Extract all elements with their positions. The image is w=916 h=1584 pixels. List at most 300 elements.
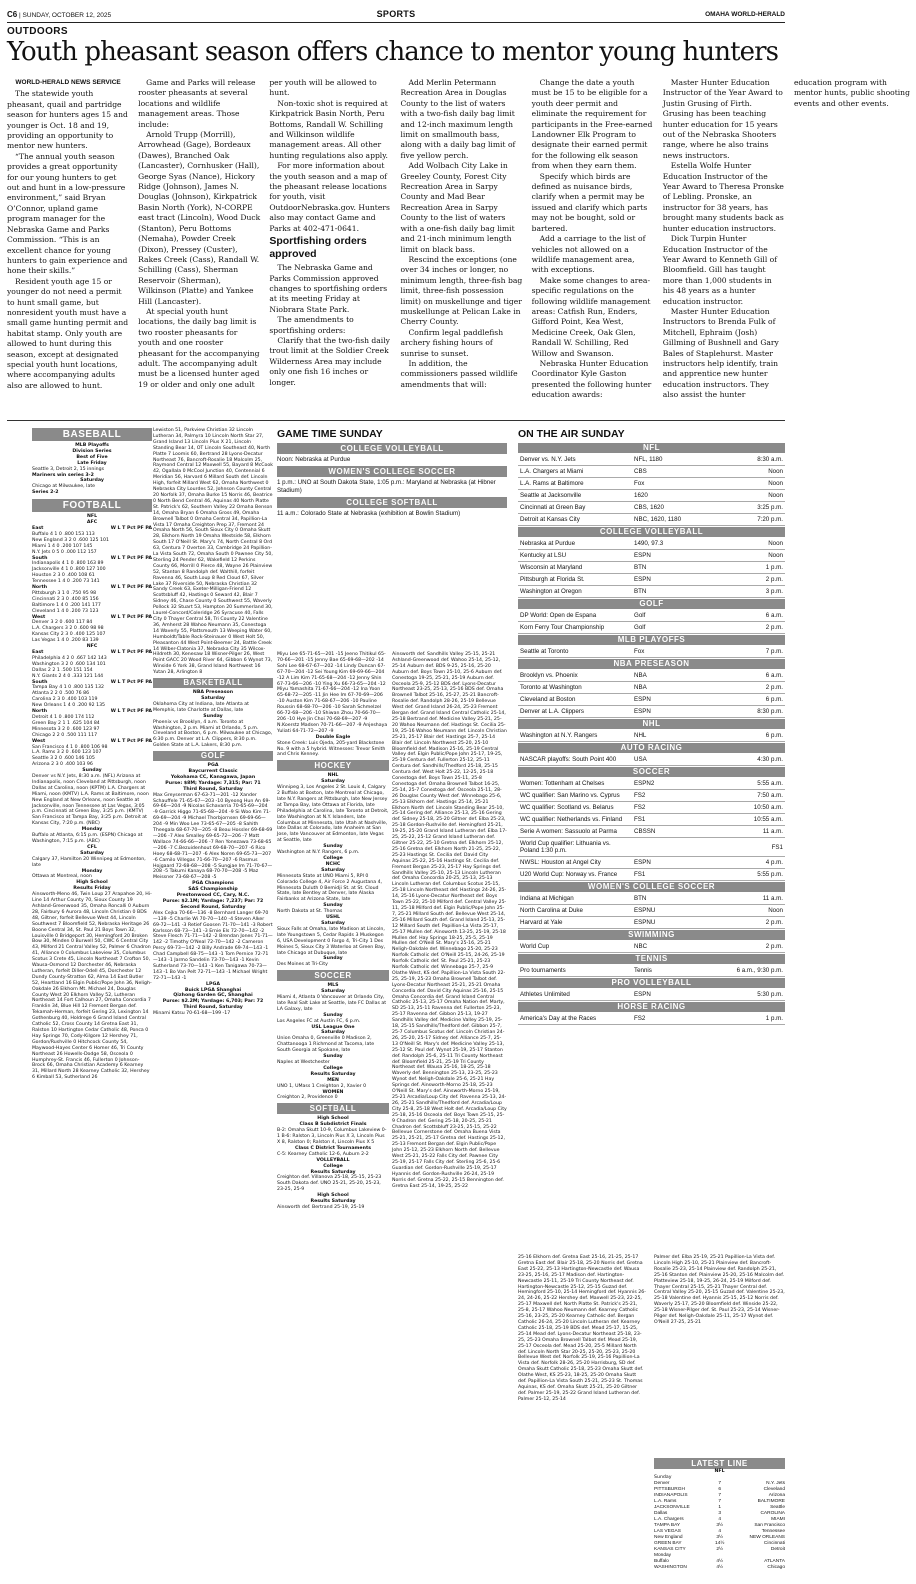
- tv-time: Noon: [731, 538, 785, 550]
- tv-row: [518, 730, 785, 742]
- tv-section-banner: WOMEN'S COLLEGE SOCCER: [518, 882, 785, 892]
- odds-line: 3½: [716, 1522, 724, 1528]
- gts-line: Noon: Nebraska at Purdue: [277, 456, 351, 463]
- tv-table: [518, 670, 785, 718]
- tv-channel: 1490, 97.3: [632, 538, 731, 550]
- odds-line: 1: [718, 1504, 722, 1510]
- tv-time: 6 a.m.: [731, 670, 785, 682]
- standings-row: Carolina 2 3 0 .400 103 119: [32, 697, 98, 703]
- agate-text: Seattle 3, Detroit 2, 15 innings: [32, 466, 105, 472]
- odds-underdog: N.Y. Jets: [766, 1480, 785, 1486]
- tv-time: 10:55 a.m.: [731, 814, 785, 826]
- tv-time: 8:30 a.m.: [731, 454, 785, 466]
- tv-channel: NHL: [632, 730, 731, 742]
- tv-event: Serie A women: Sassuolo at Parma: [518, 826, 632, 838]
- tv-row: [518, 454, 785, 466]
- tv-event: WC qualifier: Scotland vs. Belarus: [518, 802, 632, 814]
- agate-text: Minnesota State at UNO Miami 5, RPI 0 Colorado College 4, Air Force 2 Augustana 4, Minnesota Duluth 0 Bemidji St. at St. Cloud State, late Bentley at Denver, late Alaska Fairbanks at Arizona State, late: [277, 873, 383, 903]
- agate-heading: Sunday: [323, 1054, 343, 1060]
- odds-line: 4½: [716, 1558, 724, 1564]
- odds-underdog: ATLANTA: [764, 1558, 785, 1564]
- agate-text: Sioux Falls at Omaha, late Madison at Lincoln, late Youngstown 5, Cedar Rapids 3 Muskegon 6, USA Development 0 Fargo 4, Tri-City 1 Des Moines 5, Sioux City 3 Waterloo at Green Bay, late Chicago at Dubuque, late: [277, 926, 386, 956]
- tv-event: Seattle at Toronto: [518, 646, 632, 658]
- agate-text: Lewiston 51, Parkview Christian 32 Lincoln Lutheran 34, Palmyra 10 Lincoln North Star 27, Grand Island 13 Lincoln Pius X 21, Lincoln Standing Bear 14, OT Lincoln Southeast 40, North Platte 7 Loomis 60, Bertrand 28 Lyons-Decatur Northeast 76, Bancroft-Rosalie 18 Malcolm 25, Raymond Central 12 Maxwell 55, Bayard 8 McCook 42, Ogallala 0 McCool Junction 40, Centennial 6 Meridian 56, Harvard 6 Millard South def. Lincoln High, forfeit Millard West 62, Omaha Northwest 0 Nebraska City Lourdes 52, Johnson County Central 20 Norfolk 37, Omaha Burke 15 Norris 46, Beatrice 0 North Bend Central 46, Aquinas 40 North Platte St. Patrick's 62, Southern Valley 22 Omaha Benson 14, Omaha Bryan 6 Omaha Gross 49, Omaha Brownell Talbot 0 Omaha Central 34, Papillion-La Vista 17 Omaha Creighton Prep 37, Fremont 24 Omaha North 56, South Sioux City 0 Omaha Skutt 28, Elkhorn North 19 Omaha Westside 58, Elkhorn South 17 O'Neill St. Mary's 74, North Central 8 Ord 63, Centura 7 Overton 33, Cambridge 24 Papillion-La Vista South 72, Omaha South 0 Pawnee City 50, Sterling 24 Pender 62, Wakefield 12 Perkins County 66, Morrill 0 Pierce 48, Wayne 26 Plainview 52, Stanton 8 Randolph def. Walthill, forfeit Ravenna 46, South Loup 8 Red Cloud 67, Silver Lake 37 Riverside 50, Nebraska Christian 32 Sandy Creek 63, Exeter-Milligan-Friend 12 Scottsbluff 42, Hastings 0 Seward 42, Blair 7 Sidney 46, Chase County 0 Southwest 55, Waverly Pollock 32 Stuart 53, Hampton 20 Summerland 30, Laurel-Concord/Coleridge 26 Syracuse 40, Falls City 0 Thayer Central 58, Tri County 22 Valentine 36, Amherst 28 Wahoo Neumann 35, Conestoga 14 Waverly 55, Plattsmouth 13 Weeping Water 60, Humboldt/Table Rock-Steinauer 0 West Holt 50, Pleasanton 44 West Point-Beemer 24, Battle Creek 14 Wilber-Clatonia 37, Nebraska City 35 Wilcox-Hildreth 30, Kenesaw 18 Wisner-Pilger 26, West Point GACC 20 Wood River 64, Gibbon 6 Wynot 73, Winside 6 York 38, Grand Island Northwest 16 Yutan 28, Arlington 8: [153, 428, 273, 676]
- tv-channel: NBA: [632, 682, 731, 694]
- agate-heading: SAS Championship: [188, 887, 238, 893]
- tv-row: [518, 478, 785, 490]
- tv-event: Athletes Unlimited: [518, 989, 632, 1001]
- agate-heading: Saturday: [80, 478, 104, 484]
- tv-channel: ESPN2: [632, 778, 731, 790]
- tv-event: Detroit at Kansas City: [518, 514, 632, 526]
- agate-heading: Double Eagle: [315, 734, 351, 740]
- agate-text: Ottawa at Montreal, noon: [32, 874, 92, 880]
- agate-text: Buffalo at Atlanta, 6:15 p.m. (ESPN) Chicago at Washington, 7:15 p.m. (ABC): [32, 833, 143, 844]
- standings-row: Atlanta 2 2 0 .500 76 86: [32, 691, 90, 697]
- tv-channel: ESPN: [632, 989, 731, 1001]
- odds-favorite: INDIANAPOLIS: [654, 1492, 688, 1498]
- standings-columns: W L T Pct PF PA: [110, 709, 152, 715]
- tv-event: NASCAR playoffs: South Point 400: [518, 754, 632, 766]
- tv-event: America's Day at the Races: [518, 1013, 632, 1025]
- agate-heading: Purse: $2.1M; Yardage: 7,237; Par: 72: [162, 898, 264, 904]
- story-subhead: Sportfishing orders approved: [269, 235, 367, 260]
- odds-favorite: PITTSBURGH: [654, 1486, 685, 1492]
- agate-text: Ainsworth-Meno 46, Twin Loup 27 Arapahoe 20, Hi-Line 14 Arthur County 70, Sioux County 19 Ashland-Greenwood 35, Omaha Roncalli 0 Auburn 28, Fairbury 6 Aurora 48, Lincoln Christian 0 BDS 48, Giltner, forfeit Bellevue West 44, Lincoln Southwest 7 Bloomfield 52, Nebraska Heritage 26 Boone Central 34, St. Paul 21 Boys Town 32, Louisville 0 Bridgeport 30, Hemingford 20 Broken Bow 30, Minden 0 Burwell 50, CWC 6 Central City 43, Milford 21 Central Valley 52, Palmer 6 Chadron 41, Alliance 0 Columbus Lakeview 35, Columbus Scotus 3 Crete 45, Lincoln Northeast 7 Crofton 50, Wausa-Osmond 12 Dorchester 46, Nebraska Lutheran, forfeit Diller-Odell 45, Dorchester 12 Dundy County-Stratton 62, Alma 14 East Butler 52, Heartland 16 Elgin Public/Pope John 36, Neligh-Oakdale 26 Elkhorn Mt. Michael 24, Douglas County West 20 Elkhorn Valley 52, Lutheran Northeast 14 Fort Calhoun 27, Omaha Concordia 7 Franklin 34, Blue Hill 12 Fremont Bergan def. Tekamah-Herman, forfeit Gering 23, Lexington 14 Gothenburg 40, Holdrege 6 Grand Island Central Catholic 52, Cross County 14 Gretna East 31, Ralston 10 Hartington Cedar Catholic 48, Ponca 0 Hay Springs 70, Cody-Kilgore 12 Hershey 71, Gordon/Rushville 0 Hitchcock County 54, Maywood-Hayes Center 6 Homer 46, Tri County Northeast 26 Howells-Dodge 58, Osceola 0 Humphrey-St. Francis 46, Fullerton 0 Johnson-Brock 66, Omaha Christian Academy 6 Kearney 31, Millard North 28 Kearney Catholic 32, Hershey 6 Kimball 53, Sutherland 26: [32, 892, 152, 1081]
- standings-row: N.Y. Jets 0 5 0 .000 112 157: [32, 549, 97, 555]
- tv-time: 3 p.m.: [731, 586, 785, 598]
- agate-heading: Saturday: [321, 867, 345, 873]
- division-name: East: [32, 525, 44, 531]
- agate-text: Calgary 37, Hamilton 20 Winnipeg at Edmonton, late: [32, 856, 146, 868]
- agate-heading: Sunday: [323, 1012, 343, 1018]
- tv-event: Denver at L.A. Clippers: [518, 706, 632, 718]
- story-paragraph: Estella Wolfe Hunter Education Instructor of the Year Award to Theresa Pronske of Lebling. Pronske, an instructor for 38 years, has brought many students back as hunter education instructors.: [662, 161, 784, 233]
- tv-row: [518, 622, 785, 634]
- standings-columns: W L T Pct PF PA: [110, 679, 152, 685]
- standings-columns: W L T Pct PF PA: [110, 585, 152, 591]
- tv-row: [518, 989, 785, 1001]
- agate-heading: Late Friday: [77, 460, 107, 466]
- standings-row: N.Y. Giants 2 4 0 .333 121 144: [32, 673, 104, 679]
- tv-section-banner: TENNIS: [518, 954, 785, 964]
- standings-row: L.A. Chargers 3 2 0 .600 98 98: [32, 626, 104, 632]
- standings-row: Houston 2 3 0 .400 108 61: [32, 573, 95, 579]
- story-paragraph: Nebraska Hunter Education Coordinator Kyle Gaston presented the following hunter education awards:: [531, 358, 652, 400]
- odds-favorite: LAS VEGAS: [654, 1528, 681, 1534]
- nfc-standings: [32, 650, 152, 768]
- tv-table: [518, 646, 785, 658]
- odds-underdog: NEW ORLEANS: [749, 1534, 785, 1540]
- folio: C6 | SUNDAY, OCTOBER 12, 2025: [7, 10, 112, 19]
- tv-section-banner: NBA PRESEASON: [518, 659, 785, 669]
- agate-text: Los Angeles FC at Austin FC, 6 p.m.: [277, 1018, 361, 1024]
- story-paragraph: In addition, the commissioners passed wildlife amendments that will:: [400, 358, 518, 389]
- standings-row: Washington 3 2 0 .600 134 101: [32, 661, 106, 667]
- agate-heading: PGA: [207, 763, 219, 769]
- standings-row: Cleveland 1 4 0 .200 73 123: [32, 608, 99, 614]
- tv-table: [518, 610, 785, 634]
- tv-event: Pittsburgh at Florida St.: [518, 574, 632, 586]
- odds-underdog: Tennessee: [761, 1528, 785, 1534]
- agate-heading: Sunday: [323, 903, 343, 909]
- tv-time: 5:55 p.m.: [731, 869, 785, 881]
- agate-heading: Sunday: [654, 1474, 672, 1480]
- tv-event: Washington at N.Y. Rangers: [518, 730, 632, 742]
- agate-text: Miami 4, Atlanta 0 Vancouver at Orlando City, late Real Salt Lake at Seattle, late FC Dallas at LA Galaxy, late: [277, 995, 387, 1012]
- division-name: North: [32, 585, 48, 591]
- agate-text: Phoenix vs Brooklyn, 4 a.m. Toronto at Washington, 2 p.m. Miami at Orlando, 5 p.m. Cleveland at Boston, 6 p.m. Milwaukee at Chicago, 6:30 p.m. Denver at L.A. Clippers, 8:30 p.m. Golden State at L.A. Lakers, 8:30 p.m.: [153, 719, 273, 749]
- odds-line: 7: [718, 1498, 722, 1504]
- agate-column-5: [518, 1255, 646, 1403]
- agate-column-3: [277, 652, 389, 1211]
- agate-heading: Sunday: [323, 844, 343, 850]
- tv-table: [518, 730, 785, 742]
- story-paragraph: Clarify that the two-fish daily trout limit at the Soldier Creek Wilderness Area may include only one fish 16 inches or longer.: [269, 335, 390, 387]
- story-paragraph: The Nebraska Game and Parks Commission approved changes to sportfishing orders at its meeting Friday at Niobrara State Park.: [269, 263, 388, 314]
- story-paragraph: Specify which birds are defined as nuisance birds, clarify when a permit may be issued and clarify which parts may not be bought, sold or bartered.: [531, 171, 648, 233]
- agate-heading: NHL: [327, 773, 339, 779]
- tv-channel: CBS: [632, 466, 731, 478]
- tv-time: 5:55 a.m.: [731, 778, 785, 790]
- tv-table: [518, 989, 785, 1001]
- hockey-banner: HOCKEY: [277, 760, 389, 771]
- tv-channel: Golf: [632, 622, 731, 634]
- odds-line: 3½: [716, 1534, 724, 1540]
- tv-channel: NFL, 1180: [632, 454, 731, 466]
- agate-text: Oklahoma City at Indiana, late Atlanta at Memphis, late Charlotte at Dallas, late: [153, 701, 249, 713]
- afc-standings: [32, 526, 152, 644]
- agate-heading: Monday: [81, 868, 103, 874]
- tv-row: [518, 574, 785, 586]
- agate-heading: Saturday: [321, 920, 345, 926]
- agate-heading: Best of Five: [76, 454, 108, 460]
- odds-line: 14½: [715, 1540, 725, 1546]
- odds-favorite: Buffalo: [654, 1558, 669, 1564]
- standings-row: Chicago 2 2 0 .500 111 117: [32, 732, 98, 738]
- odds-line: 4: [718, 1528, 722, 1534]
- tv-event: Denver vs. N.Y. Jets: [518, 454, 632, 466]
- tv-row: [518, 802, 785, 814]
- page-date: SUNDAY, OCTOBER 12, 2025: [22, 12, 112, 19]
- tv-time: 1 p.m.: [731, 1013, 785, 1025]
- agate-heading: Saturday: [201, 695, 225, 701]
- tv-channel: BTN: [632, 893, 731, 905]
- standings-row: Green Bay 2 1 1 .625 104 84: [32, 720, 100, 726]
- agate-text: Washington at N.Y. Rangers, 6 p.m.: [277, 850, 360, 856]
- odds-line: 4½: [716, 1564, 724, 1570]
- agate-heading: High School: [76, 880, 108, 886]
- tv-row: [518, 586, 785, 598]
- tv-channel: NBA: [632, 670, 731, 682]
- tv-channel: Fox: [632, 478, 731, 490]
- tv-table: [518, 538, 785, 598]
- story-paragraph: Dick Turpin Hunter Education Instructor of the Year Award to Kenneth Gill of Bloomfield. Gill has taught more than 1,000 students in his 48 years as a hunter education instructor.: [662, 234, 778, 306]
- tv-table: [518, 754, 785, 766]
- agate-heading: USHL: [325, 915, 341, 921]
- story-headline: Youth pheasant season offers chance to mentor young hunters: [7, 37, 779, 67]
- tv-event: Cincinnati at Green Bay: [518, 502, 632, 514]
- tv-row: [518, 694, 785, 706]
- tv-channel: BTN: [632, 586, 731, 598]
- tv-channel: FS2: [632, 1013, 731, 1025]
- agate-heading: Results Saturday: [310, 1199, 356, 1205]
- standings-columns: W L T Pct PF PA: [110, 555, 152, 561]
- tv-row: [518, 646, 785, 658]
- agate-heading: Monday: [81, 827, 103, 833]
- tv-row: [518, 1013, 785, 1025]
- tv-channel: FS2: [632, 802, 731, 814]
- tv-time: Noon: [731, 466, 785, 478]
- tv-row: [518, 682, 785, 694]
- agate-heading: USL League One: [311, 1024, 355, 1030]
- tv-section-banner: MLB PLAYOFFS: [518, 635, 785, 645]
- tv-table: [518, 454, 785, 526]
- college-volleyball-banner: COLLEGE VOLLEYBALL: [277, 443, 507, 454]
- odds-row: [654, 1499, 785, 1505]
- story-paragraph: Game and Parks will release rooster pheasants at several locations and wildlife management areas. Those include:: [138, 78, 256, 129]
- agate-text: Max Greyserman 67-63-71—201 -12 Xander Schauffele 71-65-67—203 -10 Byeong Hun An 69-69-66—204 -9 Nicolas Echavarria 70-65-69—204 -9 Garrick Higgo 71-65-68—204 -9 Si Woo Kim 71-69-69—204 -9 Michael Thorbjornsen 69-69-66—204 -9 Min Woo Lee 73-65-67—205 -8 Sahith Theegala 68-67-70—205 -8 Beau Hossler 69-68-69—206 -7 Alex Smalley 69-65-72—206 -7 Matt Wallace 74-66-66—206 -7 Ren Yonezawa 73-68-65—206 -7 C.Bezuidenhout 69-68-70—207 -6 Rico Hoey 68-68-71—207 -6 Alex Noren 69-65-73—207 -6 Camilo Villegas 71-66-70—207 -6 Rasmus Hojgaard 72-68-68—208 -5 Sungjae Im 71-70-67—208 -5 Takumi Kanaya 68-70-70—208 -5 Maz Meissner 73-68-67—208 -5: [153, 792, 273, 881]
- tv-time: 2 p.m.: [731, 622, 785, 634]
- standings-row: Kansas City 2 3 0 .400 125 107: [32, 632, 106, 638]
- story-paragraph: For more information about the youth season and a map of the pheasant release locations for youth, visit OutdoorNebraska.gov. Hunters also may contact Game and Parks at 402-471-0641.: [269, 161, 390, 233]
- tv-event: Toronto at Washington: [518, 682, 632, 694]
- on-the-air-sunday: [518, 428, 785, 1025]
- odds-favorite: Denver: [654, 1480, 670, 1486]
- standings-row: Miami 1 4 0 .200 107 145: [32, 543, 93, 549]
- tv-listings: [518, 443, 785, 1025]
- story-paragraph: Master Hunter Education Instructor of the Year Award to Justin Grusing of Firth. Grusing has been teaching hunter education for 15 years out of the Nebraska Shooters range, where he also trains news instructors.: [662, 78, 783, 160]
- tv-table: [518, 941, 785, 953]
- agate-heading: Division Series: [72, 448, 112, 454]
- page-number: C6: [7, 10, 18, 19]
- tv-row: [518, 790, 785, 802]
- standings-row: Tampa Bay 4 1 0 .800 135 132: [32, 685, 104, 691]
- odds-underdog: CAROLINA: [760, 1510, 785, 1516]
- division-name: South: [32, 679, 48, 685]
- odds-favorite: Monday: [654, 1552, 672, 1558]
- agate-heading: Third Round, Saturday: [183, 1005, 243, 1011]
- tv-time: 2 p.m.: [731, 574, 785, 586]
- odds-favorite: L.A. Chargers: [654, 1516, 684, 1522]
- tv-time: 10:50 a.m.: [731, 802, 785, 814]
- agate-text: C-5: Kearney Catholic 12-6, Auburn 2-2: [277, 1151, 369, 1157]
- standings-row: Dallas 2 2 1 .500 151 154: [32, 667, 93, 673]
- odds-underdog: San Francisco: [754, 1522, 785, 1528]
- tv-channel: ESPN: [632, 706, 731, 718]
- agate-heading: Prestonwood CC, Cary, N.C.: [176, 893, 250, 899]
- tv-section-banner: PRO VOLLEYBALL: [518, 978, 785, 988]
- agate-text: Denver vs N.Y. Jets, 8:30 a.m. (NFL) Arizona at Indianapolis, noon Cleveland at Pittsburgh, noon Dallas at Carolina, noon (KPTM) L.A. Chargers at Miami, noon (KMTV) L.A. Rams at Baltimore, noon New England at New Orleans, noon Seattle at Jacksonville, noon Tennessee at Las Vegas, 3:05 p.m. Cincinnati at Green Bay, 3:25 p.m. (KMTV) San Francisco at Tampa Bay, 3:25 p.m. Detroit at Kansas City, 7:20 p.m. (NBC): [32, 774, 149, 827]
- gts-title: GAME TIME SUNDAY: [277, 428, 383, 440]
- standings-row: Indianapolis 4 1 0 .800 163 89: [32, 561, 104, 567]
- odds-underdog: Cleveland: [763, 1486, 785, 1492]
- odds-row: [654, 1535, 785, 1541]
- tv-time: 2 p.m.: [731, 682, 785, 694]
- agate-column-2: [153, 428, 273, 1017]
- standings-row: Las Vegas 1 4 0 .200 83 139: [32, 638, 99, 644]
- odds-favorite: KANSAS CITY: [654, 1546, 686, 1552]
- agate-text: Alex Cejka 70-66—136 -8 Bernhard Langer 69-70—139 -5 Charlie Wi 70-70—140 -4 Steven Alker 69-72—141 -3 Retief Goosen 71-70—141 -3 Robert Karlsson 68-73—141 -3 Ernie Els 72-70—142 -2 Steve Flesch 71-71—142 -2 Brendan Jones 71-71—142 -2 Timothy O'Neal 72-70—142 -2 Cameron Percy 69-73—142 -2 Billy Andrade 69-74—143 -1 Chad Campbell 68-75—143 -1 Tom Pernice 72-71—143 -1 Jarmo Sandelin 73-70—143 -1 Kevin Sutherland 73-70—143 -1 Ken Tanigawa 70-73—143 -1 Bo Van Pelt 72-71—143 -1 Michael Wright 72-71—143 -1: [153, 910, 273, 981]
- agate-text: UNO 1, UMass 1 Creighton 2, Xavier 0: [277, 1083, 367, 1089]
- story-paragraph: Make some changes to area-specific regulations on the following wildlife management areas: Catfish Run, Enders, Gifford Point, Kea West, Medicine Creek, Oak Glen, Randall W. Schilling, Red Willow and Swanson.: [531, 275, 651, 358]
- section-name: SPORTS: [376, 9, 416, 19]
- standings-columns: W L T Pct PF PA: [110, 650, 152, 655]
- tv-time: 2 p.m.: [731, 917, 785, 929]
- agate-heading: PGA Champions: [192, 881, 234, 887]
- tv-table: [518, 778, 785, 881]
- agate-heading: Sunday: [82, 768, 102, 774]
- tv-event: Seattle at Jacksonville: [518, 490, 632, 502]
- agate-heading: Saturday: [80, 850, 104, 856]
- tv-row: [518, 754, 785, 766]
- tv-table: [518, 965, 785, 977]
- tv-channel: BTN: [632, 562, 731, 574]
- agate-text: Minami Katsu 70-61-68—199 -17: [153, 1011, 231, 1017]
- tv-section-banner: NFL: [518, 443, 785, 453]
- standings-row: New England 3 2 0 .600 125 101: [32, 537, 109, 543]
- odds-row: [654, 1523, 785, 1529]
- tv-event: NWSL: Houston at Angel City: [518, 857, 632, 869]
- odds-favorite: New England: [654, 1534, 683, 1540]
- agate-text: Palmer def. Elba 25-19, 25-21 Papillion-La Vista def. Lincoln High 25-10, 25-21 Plainview def. Bancroft-Rosalie 25-23, 25-14 Plainview def. Randolph 25-21, 25-16 Stanton def. Plainview 25-20, 25-16 Malcolm def. Platteview 25-18, 19-25, 26-24, 25-19 Milford def. Thayer Central 25-15, 25-21 Thayer Central def. Central Valley 25-20, 25-15 Guzad def. Valentine 25-23, 25-18 Valentine def. Hyannis 25-15, 25-12 Norris def. Waverly 25-17, 25-20 Bloomfield def. Winside 25-22, 25-18 Wisner-Pilger def. St. Paul 25-23, 25-14 Wisner-Pilger def. Neligh-Oakdale 25-11, 25-17 Wynot def. O'Neill 27-25, 25-21: [654, 1255, 785, 1325]
- tv-event: Brooklyn vs. Phoenix: [518, 670, 632, 682]
- story-paragraph: The statewide youth pheasant, quail and partridge season for hunters ages 15 and younger is Oct. 18 and 19, providing an opportunity to mentor new hunters.: [7, 89, 128, 151]
- standings-row: Arizona 2 3 0 .400 103 96: [32, 762, 93, 768]
- tv-row: [518, 917, 785, 929]
- agate-heading: CFL: [87, 844, 97, 850]
- agate-text: Winnipeg 3, Los Angeles 2 St. Louis 4, Calgary 2 Buffalo at Boston, late Montreal at Chicago, late N.Y. Rangers at Pittsburgh, late New Jersey at Tampa Bay, late Ottawa at Florida, late Philadelphia at Carolina, late Toronto at Detroit, late Washington at N.Y. Islanders, late Columbus at Minnesota, late Utah at Nashville, late Dallas at Colorado, late Anaheim at San Jose, late Vancouver at Edmonton, late Vegas at Seattle, late: [277, 785, 389, 844]
- agate-text: Creighton 2, Providence 0: [277, 1095, 338, 1101]
- tv-time: 8:30 p.m.: [731, 706, 785, 718]
- tv-event: L.A. Chargers at Miami: [518, 466, 632, 478]
- tv-time: Noon: [731, 478, 785, 490]
- college-softball-banner: COLLEGE SOFTBALL: [277, 497, 507, 508]
- section-divider: [7, 420, 785, 421]
- story-paragraph: Confirm legal paddlefish archery fishing hours of sunrise to sunset.: [400, 327, 504, 358]
- agate-text: Series 2-2: [32, 490, 59, 496]
- tv-row: [518, 965, 785, 977]
- tv-section-banner: HORSE RACING: [518, 1002, 785, 1012]
- tv-event: U20 World Cup: Norway vs. France: [518, 869, 632, 881]
- tv-row: [518, 466, 785, 478]
- standings-row: Baltimore 1 4 0 .200 141 177: [32, 602, 101, 608]
- tv-time: 11 a.m.: [731, 826, 785, 838]
- tv-row: [518, 826, 785, 838]
- agate-heading: College: [323, 856, 343, 861]
- tv-event: WC qualifier: Netherlands vs. Finland: [518, 814, 632, 826]
- odds-line: 6: [718, 1486, 722, 1492]
- golf-banner: GOLF: [153, 751, 273, 761]
- tv-channel: CBS, 1620: [632, 502, 731, 514]
- standings-row: Tennessee 1 4 0 .200 73 141: [32, 579, 100, 585]
- tv-channel: FS1: [632, 869, 731, 881]
- division-name: South: [32, 555, 48, 561]
- tv-row: [518, 893, 785, 905]
- tv-channel: ESPNU: [632, 905, 731, 917]
- agate-column-4: [392, 652, 507, 1189]
- tv-row: [518, 514, 785, 526]
- tv-time: 6 p.m.: [731, 730, 785, 742]
- odds-favorite: L.A. Rams: [654, 1498, 677, 1504]
- agate-text: North Dakota at St. Thomas: [277, 909, 343, 915]
- tv-time: 7:20 p.m.: [731, 514, 785, 526]
- tv-row: [518, 941, 785, 953]
- tv-event: Wisconsin at Maryland: [518, 562, 632, 574]
- agate-heading: Baycurrent Classic: [188, 769, 238, 775]
- agate-text: Naples at Westchester: [277, 1060, 330, 1065]
- standings-columns: W L T Pct PF PA: [110, 738, 152, 744]
- tv-event: Kentucky at LSU: [518, 550, 632, 562]
- tv-event: North Carolina at Duke: [518, 905, 632, 917]
- agate-text: Chicago at Milwaukee, late: [32, 484, 96, 490]
- tv-event: Cleveland at Boston: [518, 694, 632, 706]
- agate-heading: Purse: $2.2M; Yardage: 6,703; Par: 72: [162, 999, 264, 1005]
- tv-time: FS1: [731, 838, 785, 857]
- odds-line: 3: [718, 1510, 722, 1516]
- tv-row: [518, 670, 785, 682]
- tv-channel: FS2: [632, 790, 731, 802]
- tv-event: L.A. Rams at Baltimore: [518, 478, 632, 490]
- tv-event: WC qualifier: San Marino vs. Cyprus: [518, 790, 632, 802]
- paper-name: OMAHA WORLD-HERALD: [705, 11, 785, 18]
- standings-row: Buffalo 4 1 0 .800 153 113: [32, 531, 95, 537]
- tv-channel: USA: [632, 754, 731, 766]
- standings-row: L.A. Rams 3 2 0 .600 123 107: [32, 750, 102, 756]
- agate-text: B-2: Omaha Skutt 10-9, Columbus Lakeview 0-1 B-6: Ralston 3, Lincoln Pius X 3, Lincoln Pius X 8, Ralston 0; Ralston 4, Lincoln Pius X 5: [277, 1128, 387, 1145]
- tv-event: Indiana at Michigan: [518, 893, 632, 905]
- standings-row: Cincinnati 2 3 0 .400 85 156: [32, 596, 99, 602]
- agate-heading: Purse: $8M; Yardage: 7,315; Par: 71: [165, 780, 261, 786]
- tv-time: Noon: [731, 905, 785, 917]
- softball-banner: SOFTBALL: [277, 1103, 389, 1114]
- tv-time: 6 a.m.: [731, 610, 785, 622]
- tv-section-banner: NHL: [518, 719, 785, 729]
- agate-heading: VOLLEYBALL: [316, 1157, 350, 1163]
- odds-favorite: JACKSONVILLE: [654, 1504, 690, 1510]
- agate-heading: NBA Preseason: [192, 690, 234, 696]
- odds-favorite: TAMPA BAY: [654, 1522, 681, 1528]
- tv-row: [518, 869, 785, 881]
- tv-row: [518, 778, 785, 790]
- tv-row: [518, 838, 785, 857]
- tv-row: [518, 562, 785, 574]
- story-section-tag: OUTDOORS: [7, 26, 68, 37]
- standings-row: Pittsburgh 3 1 0 .750 95 98: [32, 590, 97, 596]
- odds-line: 4: [718, 1516, 722, 1522]
- odds-row: [654, 1487, 785, 1493]
- agate-heading: Class B Subdistrict Finals: [299, 1122, 367, 1128]
- tv-time: 11 a.m.: [731, 893, 785, 905]
- tv-section-banner: GOLF: [518, 599, 785, 609]
- division-name: West: [32, 614, 46, 620]
- agate-heading: Saturday: [321, 989, 345, 995]
- division-name: West: [32, 738, 46, 744]
- agate-heading: Sunday: [323, 956, 343, 962]
- odds-line: 7: [718, 1480, 722, 1486]
- womens-soccer-banner: WOMEN'S COLLEGE SOCCER: [277, 466, 507, 477]
- odds-underdog: Detroit: [770, 1546, 785, 1552]
- tv-table: [518, 1013, 785, 1025]
- odds-row: [654, 1529, 785, 1535]
- tv-time: 5:30 p.m.: [731, 989, 785, 1001]
- agate-text: Stone Creek: Luis Ojeda, 205-yard Blackstone No. 9 with a 5 hybrid. Witnesses: Trevor Smith and Chris Kenney.: [277, 740, 386, 758]
- agate-text: 25-16 Elkhorn def. Gretna East 25-16, 21-25, 25-17 Gretna East def. Blair 25-18, 25-20 Norris def. Gretna East 25-22, 25-13 Hartington-Newcastle def. Wausa 23-25, 25-16, 25-17 Madison def. Hartington-Newcastle 25-11, 25-19 Tri County Northeast def. Hartington-Newcastle 25-12, 25-15 Guzad def. Hemingford 25-10, 25-14 Hemingford def. Hyannis 26-24, 24-26, 25-22 Hershey def. Maxwell 25-23, 22-25, 25-17 Maxwell def. North Platte St. Patrick's 25-21, 25-8, 25-17 Wahoo Neumann def. Kearney Catholic 25-16, 23-25, 25-20 Kearney Catholic def. Bergan Catholic 26-24, 25-20 Lincoln Lutheran def. Kearney Catholic 25-18, 25-19 BDS def. Mead 25-17, 15-25, 25-14 Mead def. Lyons-Decatur Northeast 25-18, 23-25, 25-23 Omaha Brownell Talbot def. Mead 25-19, 25-17 Osceola def. Mead 25-20, 25-5 Millard North def. Lincoln North Star 20-25, 25-20, 25-23, 25-20 Bellevue West def. Norfolk 25-19, 25-16 Papillion-La Vista def. Norfolk 28-26, 25-20 Harrisburg, SD def. Omaha Skutt Catholic 25-18, 25-23 Omaha Skutt def. Olathe West, KS 25-23, 18-25, 25-20 Omaha Skutt def. Papillion-La Vista South 25-21, 25-23 St. Thomas Aquinas, KS def. Omaha Skutt 25-21, 25-20 Giltner def. Palmer 25-19, 25-22 Grand Island Lutheran def. Palmer 25-12, 25-14: [518, 1255, 646, 1402]
- tv-time: Noon: [731, 550, 785, 562]
- story-paragraph: Add Wolbach City Lake in Greeley County, Forest City Recreation Area in Sarpy County and Mad Bear Recreation Area in Sarpy County to the list of waters with a one-fish daily bag limit and 21-inch minimum length limit on black bass.: [400, 161, 515, 254]
- odds-line: 2½: [716, 1546, 724, 1552]
- agate-heading: NCHC: [325, 861, 341, 867]
